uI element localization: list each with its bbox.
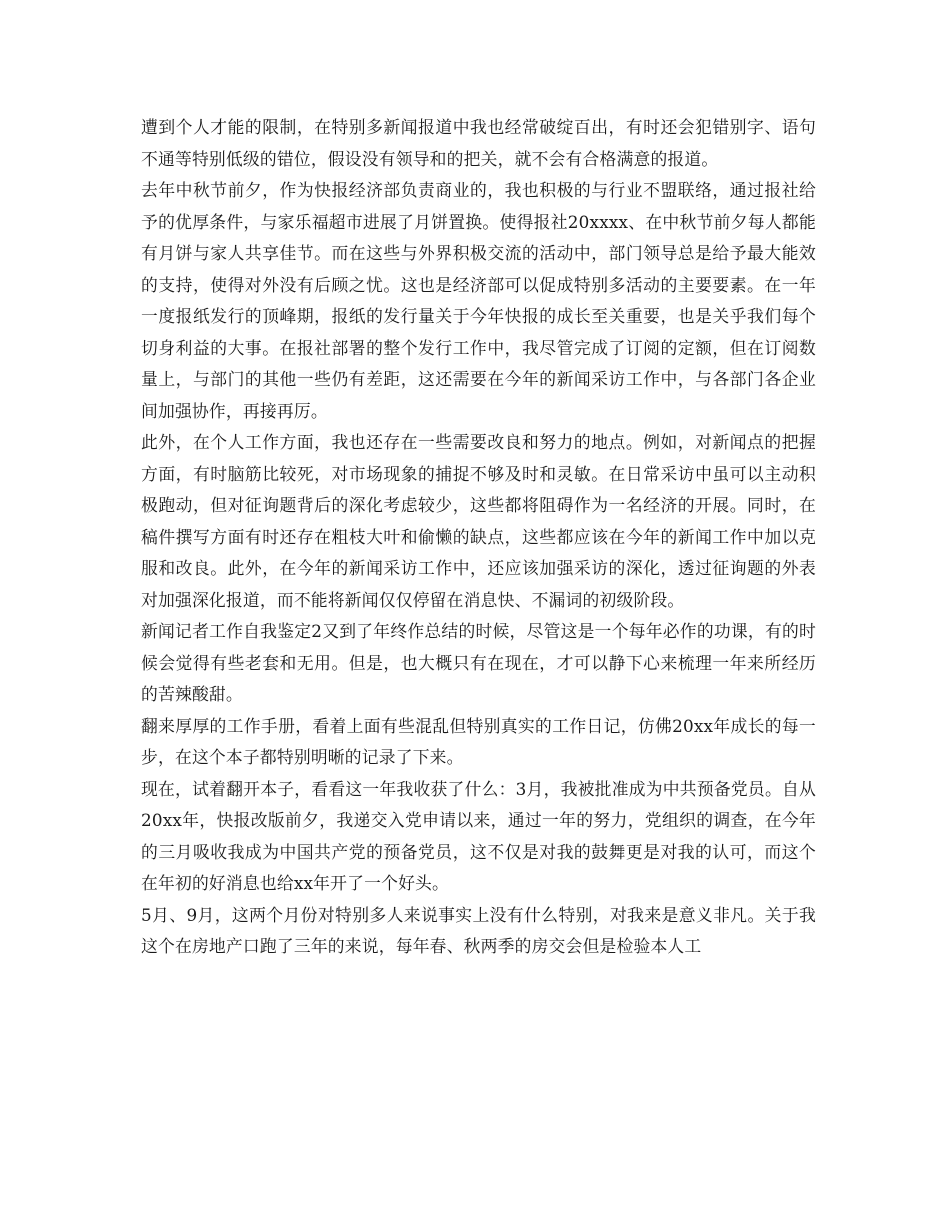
paragraph-3: 此外，在个人工作方面，我也还存在一些需要改良和努力的地点。例如，对新闻点的把握方面，有时脑筋比较死，对市场现象的捕捉不够及时和灵敏。在日常采访中虽可以主动积极跑动，但对征询题背后的深化考虑较少，这些都将阻碍作为一名经济的开展。同时，在稿件撰写方面有时还存在粗枝大叶和偷懒的缺点，这些都应该在今年的新闻工作中加以克服和改良。此外，在今年的新闻采访工作中，还应该加强采访的深化，透过征询题的外表对加强深化报道，而不能将新闻仅仅停留在消息快、不漏词的初级阶段。 (141, 432, 816, 610)
paragraph-7: 5月、9月，这两个月份对特别多人来说事实上没有什么特别，对我来是意义非凡。关于我这个在房地产口跑了三年的来说，每年春、秋两季的房交会但是检验本人工 (141, 904, 816, 956)
paragraph-4: 新闻记者工作自我鉴定2又到了年终作总结的时候，尽管这是一个每年必作的功课，有的时候会觉得有些老套和无用。但是，也大概只有在现在，才可以静下心来梳理一年来所经历的苦辣酸甜。 (141, 621, 816, 704)
document-body (141, 112, 816, 963)
paragraph-6: 现在，试着翻开本子，看看这一年我收获了什么：3月，我被批准成为中共预备党员。自从20xx年，快报改版前夕，我递交入党申请以来，通过一年的努力，党组织的调查，在今年的三月吸收我成为中国共产党的预备党员，这不仅是对我的鼓舞更是对我的认可，而这个在年初的好消息也给xx年开了一个好头。 (141, 778, 816, 893)
paragraph-5: 翻来厚厚的工作手册，看着上面有些混乱但特别真实的工作日记，仿佛20xx年成长的每一步，在这个本子都特别明晰的记录了下来。 (141, 715, 816, 767)
paragraph-2: 去年中秋节前夕，作为快报经济部负责商业的，我也积极的与行业不盟联络，通过报社给予的优厚条件，与家乐福超市进展了月饼置换。使得报社20xxxx、在中秋节前夕每人都能有月饼与家人共享佳节。而在这些与外界积极交流的活动中，部门领导总是给予最大能效的支持，使得对外没有后顾之忧。这也是经济部可以促成特别多活动的主要要素。在一年一度报纸发行的顶峰期，报纸的发行量关于今年快报的成长至关重要，也是关乎我们每个切身利益的大事。在报社部署的整个发行工作中，我尽管完成了订阅的定额，但在订阅数量上，与部门的其他一些仍有差距，这还需要在今年的新闻采访工作中，与各部门各企业间加强协作，再接再厉。 (141, 180, 816, 421)
paragraph-1: 遭到个人才能的限制，在特别多新闻报道中我也经常破绽百出，有时还会犯错别字、语句不通等特别低级的错位，假设没有领导和的把关，就不会有合格满意的报道。 (141, 117, 816, 169)
